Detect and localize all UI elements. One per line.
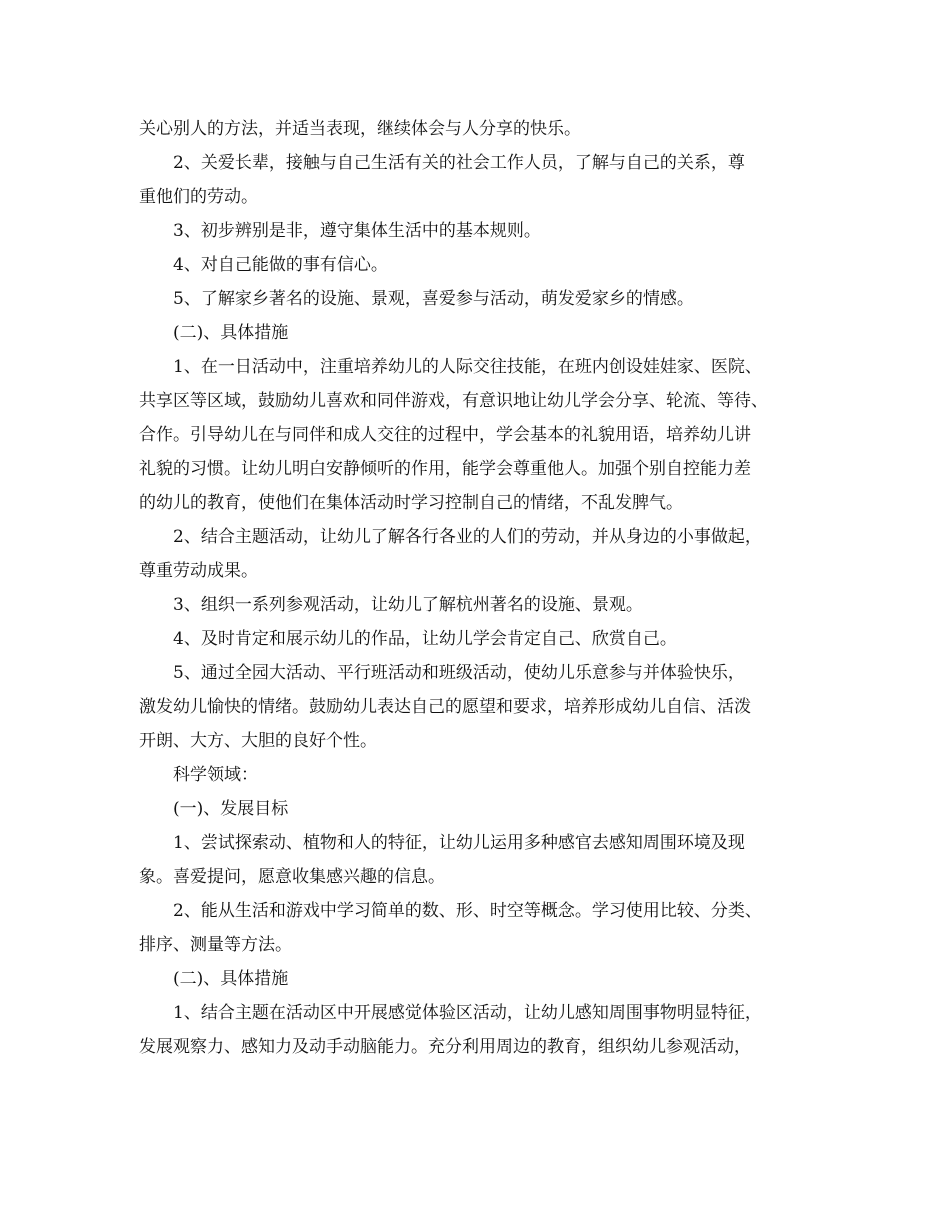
text-line: 尊重劳动成果。 [139, 561, 258, 581]
text-line: 的幼儿的教育，使他们在集体活动时学习控制自己的情绪，不乱发脾气。 [139, 493, 683, 513]
text-line: 1、在一日活动中，注重培养幼儿的人际交往技能，在班内创设娃娃家、医院、 [173, 357, 762, 377]
section-heading: (二)、具体措施 [173, 969, 289, 989]
text-line: 3、初步辨别是非，遵守集体生活中的基本规则。 [173, 221, 541, 241]
text-line: 1、尝试探索动、植物和人的特征，让幼儿运用多种感官去感知周围环境及现 [173, 833, 745, 853]
text-line: 2、关爱长辈，接触与自己生活有关的社会工作人员，了解与自己的关系，尊 [173, 153, 745, 173]
text-line: 4、对自己能做的事有信心。 [173, 255, 388, 275]
section-heading: 科学领域： [173, 765, 258, 785]
text-line: 3、组织一系列参观活动，让幼儿了解杭州著名的设施、景观。 [173, 595, 643, 615]
text-line: 象。喜爱提问，愿意收集感兴趣的信息。 [139, 867, 445, 887]
text-line: 2、能从生活和游戏中学习简单的数、形、时空等概念。学习使用比较、分类、 [173, 901, 762, 921]
text-line: 排序、测量等方法。 [139, 935, 292, 955]
text-line: 发展观察力、感知力及动手动脑能力。充分利用周边的教育，组织幼儿参观活动， [139, 1037, 751, 1057]
document-body [139, 112, 829, 1064]
text-line: 开朗、大方、大胆的良好个性。 [139, 731, 377, 751]
text-line: 共享区等区域，鼓励幼儿喜欢和同伴游戏，有意识地让幼儿学会分享、轮流、等待、 [139, 391, 768, 411]
text-line: 礼貌的习惯。让幼儿明白安静倾听的作用，能学会尊重他人。加强个别自控能力差 [139, 459, 751, 479]
text-line: 重他们的劳动。 [139, 187, 258, 207]
text-line: 关心别人的方法，并适当表现，继续体会与人分享的快乐。 [139, 119, 581, 139]
text-line: 合作。引导幼儿在与同伴和成人交往的过程中，学会基本的礼貌用语，培养幼儿讲 [139, 425, 751, 445]
text-line: 激发幼儿愉快的情绪。鼓励幼儿表达自己的愿望和要求，培养形成幼儿自信、活泼 [139, 697, 751, 717]
text-line: 5、通过全园大活动、平行班活动和班级活动，使幼儿乐意参与并体验快乐， [173, 663, 745, 683]
text-line: 5、了解家乡著名的设施、景观，喜爱参与活动，萌发爱家乡的情感。 [173, 289, 694, 309]
text-line: 2、结合主题活动，让幼儿了解各行各业的人们的劳动，并从身边的小事做起， [173, 527, 762, 547]
section-heading: (二)、具体措施 [173, 323, 289, 343]
text-line: 1、结合主题在活动区中开展感觉体验区活动，让幼儿感知周围事物明显特征， [173, 1003, 762, 1023]
text-line: 4、及时肯定和展示幼儿的作品，让幼儿学会肯定自己、欣赏自己。 [173, 629, 677, 649]
section-heading: (一)、发展目标 [173, 799, 289, 819]
